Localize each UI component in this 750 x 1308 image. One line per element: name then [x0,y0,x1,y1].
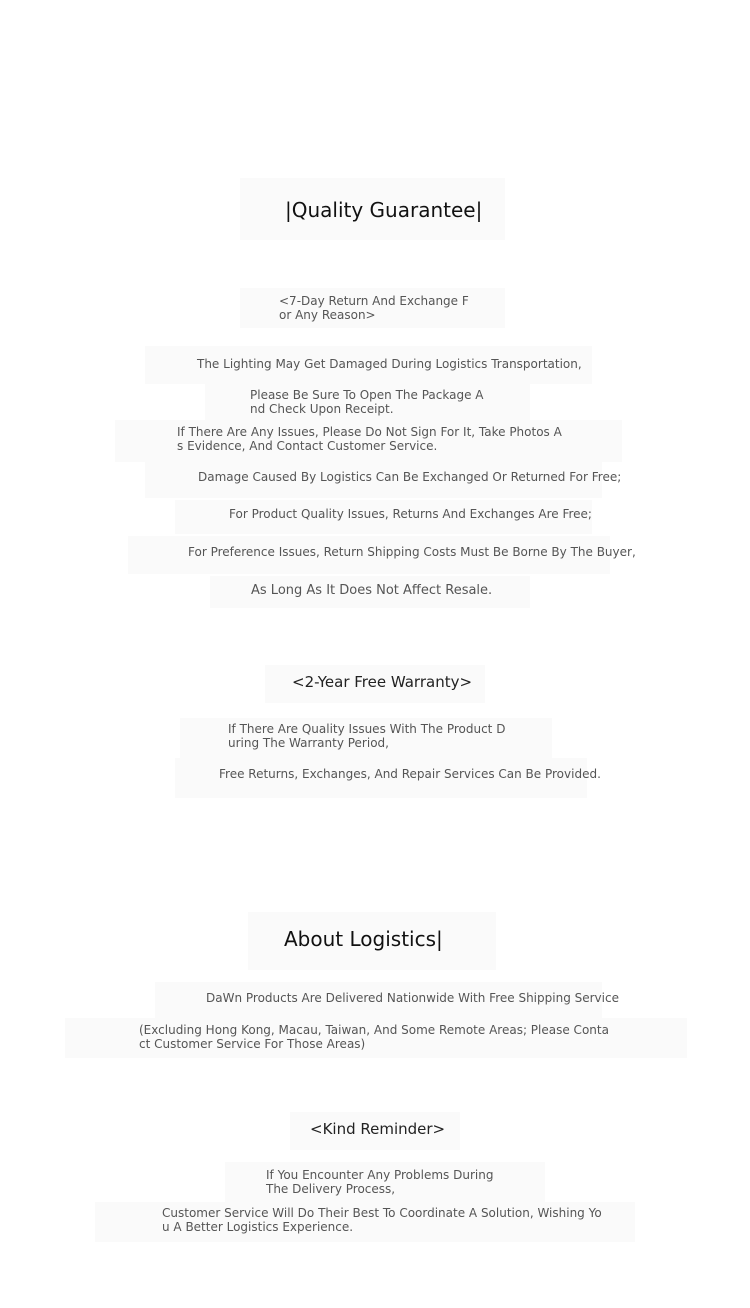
quality-guarantee-title: |Quality Guarantee| [285,198,483,222]
reminder-line-1: If You Encounter Any Problems During The Delivery Process, [266,1168,494,1196]
quality-line-7: As Long As It Does Not Affect Resale. [251,583,493,598]
quality-line-3: If There Are Any Issues, Please Do Not Sign For It, Take Photos As Evidence, And Contact Customer Service. [177,425,562,453]
logistics-line-1: DaWn Products Are Delivered Nationwide With Free Shipping Service [206,991,619,1005]
warranty-heading: <2-Year Free Warranty> [292,673,473,691]
quality-line-2: Please Be Sure To Open The Package And Check Upon Receipt. [250,388,484,416]
quality-line-5: For Product Quality Issues, Returns And Exchanges Are Free; [229,507,592,521]
quality-line-4: Damage Caused By Logistics Can Be Exchanged Or Returned For Free; [198,470,622,484]
quality-line-1: The Lighting May Get Damaged During Logistics Transportation, [197,357,582,371]
reminder-line-2: Customer Service Will Do Their Best To Coordinate A Solution, Wishing You A Better Logistics Experience. [162,1206,602,1234]
logistics-line-2: (Excluding Hong Kong, Macau, Taiwan, And Some Remote Areas; Please Contact Customer Service For Those Areas) [139,1023,609,1051]
warranty-line-1: If There Are Quality Issues With The Product During The Warranty Period, [228,722,506,750]
warranty-line-2: Free Returns, Exchanges, And Repair Services Can Be Provided. [219,767,601,781]
return-exchange-heading: <7-Day Return And Exchange For Any Reason> [279,294,469,322]
kind-reminder-heading: <Kind Reminder> [310,1120,446,1138]
quality-line-6: For Preference Issues, Return Shipping Costs Must Be Borne By The Buyer, [188,545,636,559]
about-logistics-title: About Logistics| [284,927,443,951]
